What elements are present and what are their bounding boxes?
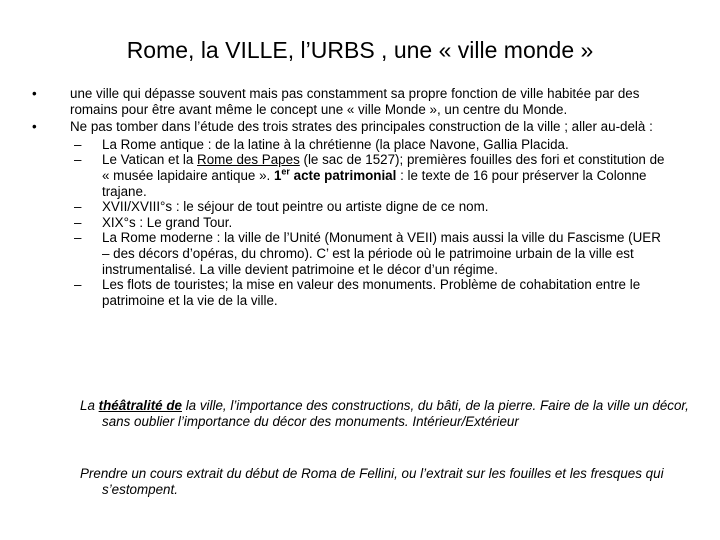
sub-item	[32, 230, 672, 277]
sub-item-text: XIX°s : Le grand Tour.	[102, 214, 233, 230]
sub-item-text: La Rome moderne : la ville de l’Unité (Monument à VEII) mais aussi la ville du Fascisme (UER – des décors d’opéras, du chromo). C’ est la période où le patrimoine urbain de la ville est instrumentalisé. La ville devient patrimoine et le décor d’un régime.	[102, 230, 661, 277]
dash-marker: –	[74, 230, 82, 246]
sub-item-text: : le texte de 16 pour préserver la Colonne trajane.	[102, 167, 647, 199]
sub-item	[32, 137, 672, 153]
bullet-marker: •	[32, 86, 37, 101]
bullet-item	[32, 119, 672, 135]
bullet-marker: •	[32, 119, 37, 135]
slide-body	[32, 86, 672, 308]
sub-item	[32, 152, 672, 199]
sub-item	[32, 199, 672, 215]
dash-marker: –	[74, 152, 82, 168]
dash-marker: –	[74, 199, 82, 215]
sub-item-text: La Rome antique : de la latine à la chrétienne (la place Navone, Gallia Placida.	[102, 136, 569, 152]
bullet-text: une ville qui dépasse souvent mais pas constamment sa propre fonction de ville habitée par des romains pour être avant même le concept une « ville Monde », un centre du Monde.	[70, 86, 640, 117]
bullet-item	[32, 86, 672, 117]
sub-item-text: Les flots de touristes; la mise en valeur des monuments. Problème de cohabitation entre le patrimoine et la vie de la ville.	[102, 277, 641, 308]
theatralite-paragraph	[80, 398, 692, 429]
sub-item-text: Le Vatican et la	[102, 152, 198, 168]
sub-item	[32, 277, 672, 308]
sub-item	[32, 215, 672, 231]
theatralite-emphasis: théâtralité de	[98, 398, 182, 413]
bold-text: acte patrimonial	[289, 167, 397, 183]
fellini-paragraph: Prendre un cours extrait du début de Roma de Fellini, ou l’extrait sur les fouilles et les fresques qui s’estompent.	[80, 466, 664, 497]
para-text: La	[80, 398, 99, 413]
slide-title: Rome, la VILLE, l’URBS , une « ville monde »	[126, 37, 594, 63]
dash-marker: –	[74, 214, 82, 230]
superscript: er	[281, 166, 290, 177]
rome-des-papes-link[interactable]: Rome des Papes	[197, 152, 300, 168]
dash-marker: –	[74, 136, 82, 152]
para-text: la ville, l’importance des constructions, du bâti, de la pierre. Faire de la ville un décor, sans oublier l’importance du décor des monuments. Intérieur/Extérieur	[102, 398, 689, 429]
sub-item-text: (le sac de 1527); premières fouilles des fori et constitution de « musée lapidaire antique ».	[102, 152, 665, 183]
dash-marker: –	[74, 277, 82, 293]
sub-item-text: XVII/XVIII°s : le séjour de tout peintre ou artiste digne de ce nom.	[102, 199, 489, 215]
bold-number: 1	[273, 167, 282, 183]
bullet-text: Ne pas tomber dans l’étude des trois strates des principales construction de la ville ; aller au-delà :	[70, 119, 653, 135]
